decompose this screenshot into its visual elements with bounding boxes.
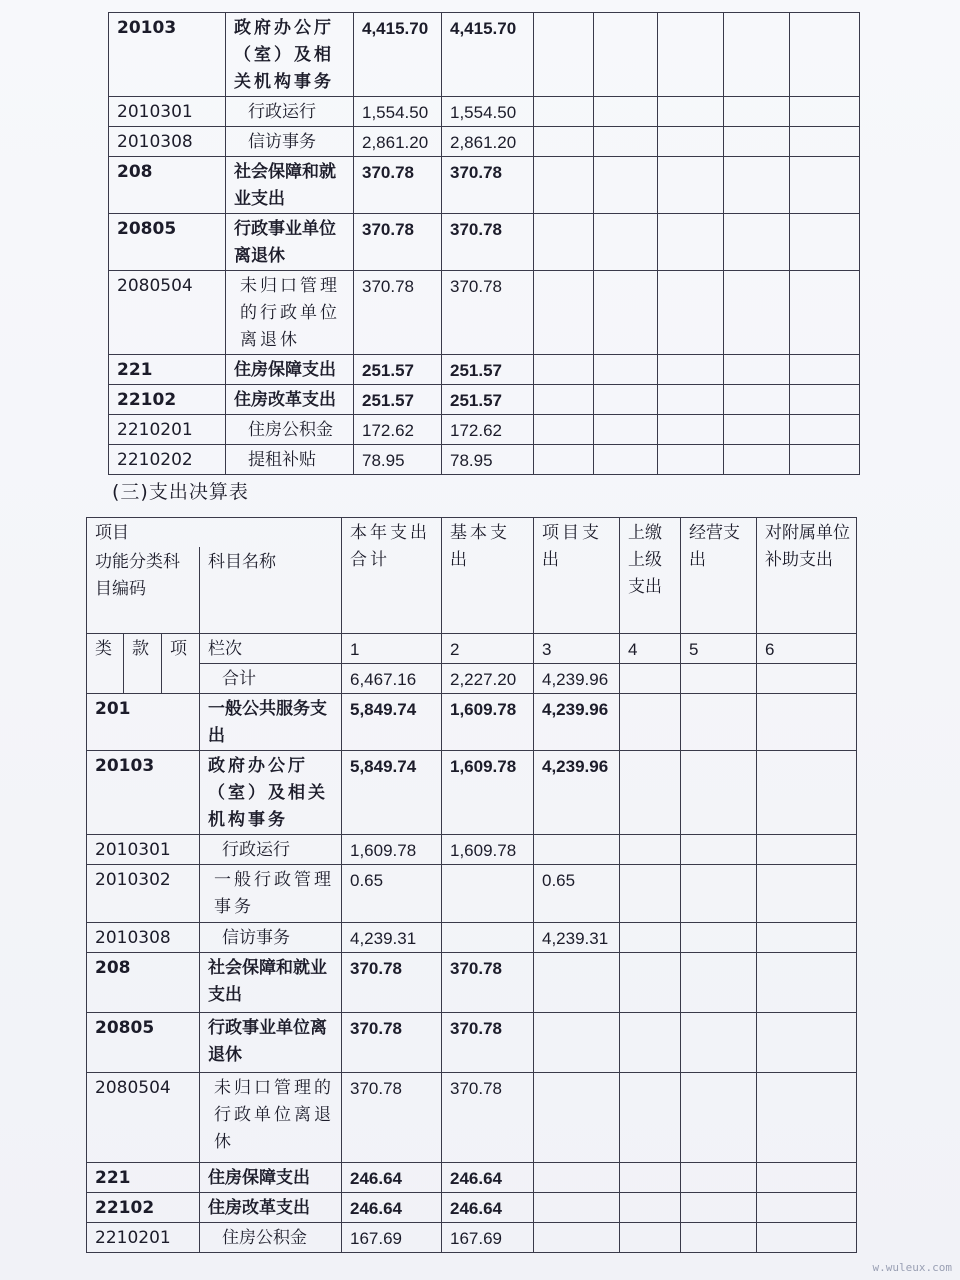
empty-cell (757, 834, 857, 864)
empty-cell (620, 750, 681, 834)
total-cell: 370.78 (354, 214, 442, 271)
empty-cell (681, 750, 757, 834)
basic-cell: 370.78 (442, 271, 534, 355)
table-row (87, 1072, 857, 1162)
code-cell: 2010308 (109, 127, 226, 157)
empty-cell (681, 663, 757, 693)
total-cell: 78.95 (354, 445, 442, 475)
expenditure-table (86, 517, 857, 1253)
empty-cell (724, 355, 790, 385)
empty-cell (757, 1072, 857, 1162)
empty-cell (534, 97, 594, 127)
name-cell: 社会保障和就业支出 (200, 952, 342, 1012)
name-cell: 政府办公厅（室）及相关机构事务 (200, 750, 342, 834)
empty-cell (757, 750, 857, 834)
empty-cell (790, 157, 860, 214)
basic-cell: 1,609.78 (442, 693, 534, 750)
name-cell: 未归口管理的行政单位离退休 (200, 1072, 342, 1162)
basic-cell: 370.78 (442, 1072, 534, 1162)
table-row (87, 1012, 857, 1072)
code-cell: 22102 (87, 1192, 200, 1222)
empty-cell (724, 445, 790, 475)
total-cell: 172.62 (354, 415, 442, 445)
header-item: 项目 (87, 518, 342, 548)
basic-cell: 1,609.78 (442, 834, 534, 864)
name-cell: 一般行政管理事务 (200, 864, 342, 922)
basic-cell: 1,609.78 (442, 750, 534, 834)
name-cell: 信访事务 (226, 127, 354, 157)
empty-cell (534, 127, 594, 157)
header-xiang: 项 (162, 633, 200, 693)
basic-cell: 1,554.50 (442, 97, 534, 127)
name-cell: 住房改革支出 (200, 1192, 342, 1222)
empty-cell (658, 445, 724, 475)
empty-cell (681, 1162, 757, 1192)
table-row (109, 271, 860, 355)
empty-cell (594, 214, 658, 271)
header-row (87, 633, 857, 663)
empty-cell (534, 214, 594, 271)
table-row (87, 922, 857, 952)
total-cell: 1,554.50 (354, 97, 442, 127)
watermark: w.wuleux.com (872, 1261, 952, 1274)
empty-cell (658, 385, 724, 415)
table-row (109, 97, 860, 127)
total-label: 合计 (200, 663, 342, 693)
column-number: 4 (620, 633, 681, 663)
empty-cell (681, 834, 757, 864)
empty-cell (757, 864, 857, 922)
table-row (87, 864, 857, 922)
empty-cell (681, 1222, 757, 1252)
empty-cell (790, 13, 860, 97)
project-cell: 4,239.96 (534, 663, 620, 693)
empty-cell (658, 415, 724, 445)
basic-cell: 78.95 (442, 445, 534, 475)
code-cell: 2010301 (109, 97, 226, 127)
empty-cell (724, 271, 790, 355)
header-func-code: 功能分类科目编码 (87, 547, 200, 633)
table-row (109, 415, 860, 445)
basic-cell: 370.78 (442, 1012, 534, 1072)
project-cell: 0.65 (534, 864, 620, 922)
name-cell: 住房公积金 (226, 415, 354, 445)
empty-cell (757, 663, 857, 693)
code-cell: 22102 (109, 385, 226, 415)
code-cell: 2080504 (87, 1072, 200, 1162)
empty-cell (790, 127, 860, 157)
name-cell: 住房改革支出 (226, 385, 354, 415)
empty-cell (757, 952, 857, 1012)
empty-cell (534, 355, 594, 385)
project-cell: 4,239.96 (534, 693, 620, 750)
empty-cell (620, 834, 681, 864)
total-row (87, 663, 857, 693)
empty-cell (620, 864, 681, 922)
table-row (109, 157, 860, 214)
total-cell: 1,609.78 (342, 834, 442, 864)
header-subject-name: 科目名称 (200, 547, 342, 633)
total-cell: 370.78 (342, 1012, 442, 1072)
total-cell: 246.64 (342, 1192, 442, 1222)
header-lei: 类 (87, 633, 124, 693)
header-lanci: 栏次 (200, 633, 342, 663)
empty-cell (790, 214, 860, 271)
total-cell: 370.78 (354, 271, 442, 355)
empty-cell (681, 864, 757, 922)
header-col2: 基本支出 (442, 518, 534, 634)
empty-cell (658, 157, 724, 214)
empty-cell (724, 97, 790, 127)
total-cell: 4,415.70 (354, 13, 442, 97)
header-col1: 本年支出合计 (342, 518, 442, 634)
total-cell: 167.69 (342, 1222, 442, 1252)
header-kuan: 款 (124, 633, 162, 693)
name-cell: 一般公共服务支出 (200, 693, 342, 750)
basic-cell (442, 922, 534, 952)
empty-cell (724, 157, 790, 214)
project-cell (534, 1072, 620, 1162)
empty-cell (724, 385, 790, 415)
empty-cell (757, 1192, 857, 1222)
empty-cell (594, 445, 658, 475)
basic-cell: 251.57 (442, 355, 534, 385)
project-cell (534, 1162, 620, 1192)
total-cell: 370.78 (342, 1072, 442, 1162)
table-row (109, 355, 860, 385)
empty-cell (724, 127, 790, 157)
empty-cell (757, 1012, 857, 1072)
empty-cell (620, 952, 681, 1012)
name-cell: 住房保障支出 (200, 1162, 342, 1192)
total-cell: 370.78 (342, 952, 442, 1012)
empty-cell (658, 97, 724, 127)
empty-cell (757, 1222, 857, 1252)
table-row (109, 445, 860, 475)
code-cell: 2010301 (87, 834, 200, 864)
header-row (87, 518, 857, 548)
empty-cell (534, 271, 594, 355)
basic-cell: 167.69 (442, 1222, 534, 1252)
empty-cell (534, 385, 594, 415)
empty-cell (757, 922, 857, 952)
code-cell: 2210201 (87, 1222, 200, 1252)
name-cell: 信访事务 (200, 922, 342, 952)
empty-cell (534, 157, 594, 214)
column-number: 3 (534, 633, 620, 663)
empty-cell (724, 214, 790, 271)
header-col5: 经营支出 (681, 518, 757, 634)
empty-cell (620, 1162, 681, 1192)
project-cell: 4,239.31 (534, 922, 620, 952)
empty-cell (757, 693, 857, 750)
table-row (109, 214, 860, 271)
total-cell: 2,861.20 (354, 127, 442, 157)
table-row (109, 127, 860, 157)
basic-cell: 370.78 (442, 214, 534, 271)
table-row (87, 1222, 857, 1252)
table-row (87, 1162, 857, 1192)
empty-cell (790, 355, 860, 385)
empty-cell (790, 97, 860, 127)
code-cell: 208 (109, 157, 226, 214)
empty-cell (681, 1072, 757, 1162)
empty-cell (658, 214, 724, 271)
table-row (87, 1192, 857, 1222)
empty-cell (658, 355, 724, 385)
empty-cell (620, 1222, 681, 1252)
empty-cell (594, 355, 658, 385)
header-col3: 项目支出 (534, 518, 620, 634)
table-row (109, 385, 860, 415)
empty-cell (594, 13, 658, 97)
basic-cell: 172.62 (442, 415, 534, 445)
empty-cell (534, 445, 594, 475)
project-cell (534, 834, 620, 864)
name-cell: 行政事业单位离退休 (200, 1012, 342, 1072)
empty-cell (594, 97, 658, 127)
total-cell: 6,467.16 (342, 663, 442, 693)
basic-cell: 246.64 (442, 1192, 534, 1222)
empty-cell (620, 1072, 681, 1162)
empty-cell (620, 663, 681, 693)
name-cell: 社会保障和就业支出 (226, 157, 354, 214)
code-cell: 20805 (109, 214, 226, 271)
empty-cell (620, 1012, 681, 1072)
code-cell: 20103 (109, 13, 226, 97)
empty-cell (681, 1012, 757, 1072)
empty-cell (681, 1192, 757, 1222)
basic-cell (442, 864, 534, 922)
code-cell: 2210202 (109, 445, 226, 475)
empty-cell (620, 922, 681, 952)
budget-table-continued (108, 12, 860, 475)
total-cell: 251.57 (354, 355, 442, 385)
basic-cell: 370.78 (442, 952, 534, 1012)
empty-cell (534, 13, 594, 97)
code-cell: 2080504 (109, 271, 226, 355)
empty-cell (658, 127, 724, 157)
name-cell: 政府办公厅（室）及相关机构事务 (226, 13, 354, 97)
empty-cell (724, 415, 790, 445)
name-cell: 住房保障支出 (226, 355, 354, 385)
code-cell: 2010302 (87, 864, 200, 922)
basic-cell: 246.64 (442, 1162, 534, 1192)
empty-cell (681, 922, 757, 952)
total-cell: 5,849.74 (342, 693, 442, 750)
basic-cell: 2,227.20 (442, 663, 534, 693)
code-cell: 201 (87, 693, 200, 750)
total-cell: 370.78 (354, 157, 442, 214)
empty-cell (620, 1192, 681, 1222)
empty-cell (724, 13, 790, 97)
name-cell: 行政运行 (226, 97, 354, 127)
header-col4: 上缴上级支出 (620, 518, 681, 634)
name-cell: 未归口管理的行政单位离退休 (226, 271, 354, 355)
table-row (87, 952, 857, 1012)
header-col6: 对附属单位补助支出 (757, 518, 857, 634)
name-cell: 提租补贴 (226, 445, 354, 475)
empty-cell (681, 693, 757, 750)
table-row (87, 693, 857, 750)
empty-cell (790, 271, 860, 355)
total-cell: 5,849.74 (342, 750, 442, 834)
table-row (109, 13, 860, 97)
empty-cell (681, 952, 757, 1012)
empty-cell (620, 693, 681, 750)
section-title: (三)支出决算表 (112, 481, 249, 503)
table-row (87, 834, 857, 864)
empty-cell (757, 1162, 857, 1192)
code-cell: 221 (87, 1162, 200, 1192)
column-number: 6 (757, 633, 857, 663)
empty-cell (594, 127, 658, 157)
empty-cell (594, 385, 658, 415)
basic-cell: 370.78 (442, 157, 534, 214)
project-cell (534, 1222, 620, 1252)
project-cell (534, 1192, 620, 1222)
column-number: 5 (681, 633, 757, 663)
empty-cell (790, 445, 860, 475)
code-cell: 20805 (87, 1012, 200, 1072)
empty-cell (594, 415, 658, 445)
table-row (87, 750, 857, 834)
empty-cell (790, 385, 860, 415)
code-cell: 221 (109, 355, 226, 385)
column-number: 2 (442, 633, 534, 663)
code-cell: 2010308 (87, 922, 200, 952)
basic-cell: 2,861.20 (442, 127, 534, 157)
name-cell: 行政运行 (200, 834, 342, 864)
empty-cell (658, 271, 724, 355)
name-cell: 行政事业单位离退休 (226, 214, 354, 271)
empty-cell (594, 157, 658, 214)
code-cell: 2210201 (109, 415, 226, 445)
column-number: 1 (342, 633, 442, 663)
total-cell: 246.64 (342, 1162, 442, 1192)
empty-cell (658, 13, 724, 97)
code-cell: 208 (87, 952, 200, 1012)
project-cell: 4,239.96 (534, 750, 620, 834)
total-cell: 0.65 (342, 864, 442, 922)
basic-cell: 4,415.70 (442, 13, 534, 97)
empty-cell (790, 415, 860, 445)
code-cell: 20103 (87, 750, 200, 834)
total-cell: 251.57 (354, 385, 442, 415)
total-cell: 4,239.31 (342, 922, 442, 952)
project-cell (534, 1012, 620, 1072)
empty-cell (594, 271, 658, 355)
basic-cell: 251.57 (442, 385, 534, 415)
project-cell (534, 952, 620, 1012)
name-cell: 住房公积金 (200, 1222, 342, 1252)
empty-cell (534, 415, 594, 445)
